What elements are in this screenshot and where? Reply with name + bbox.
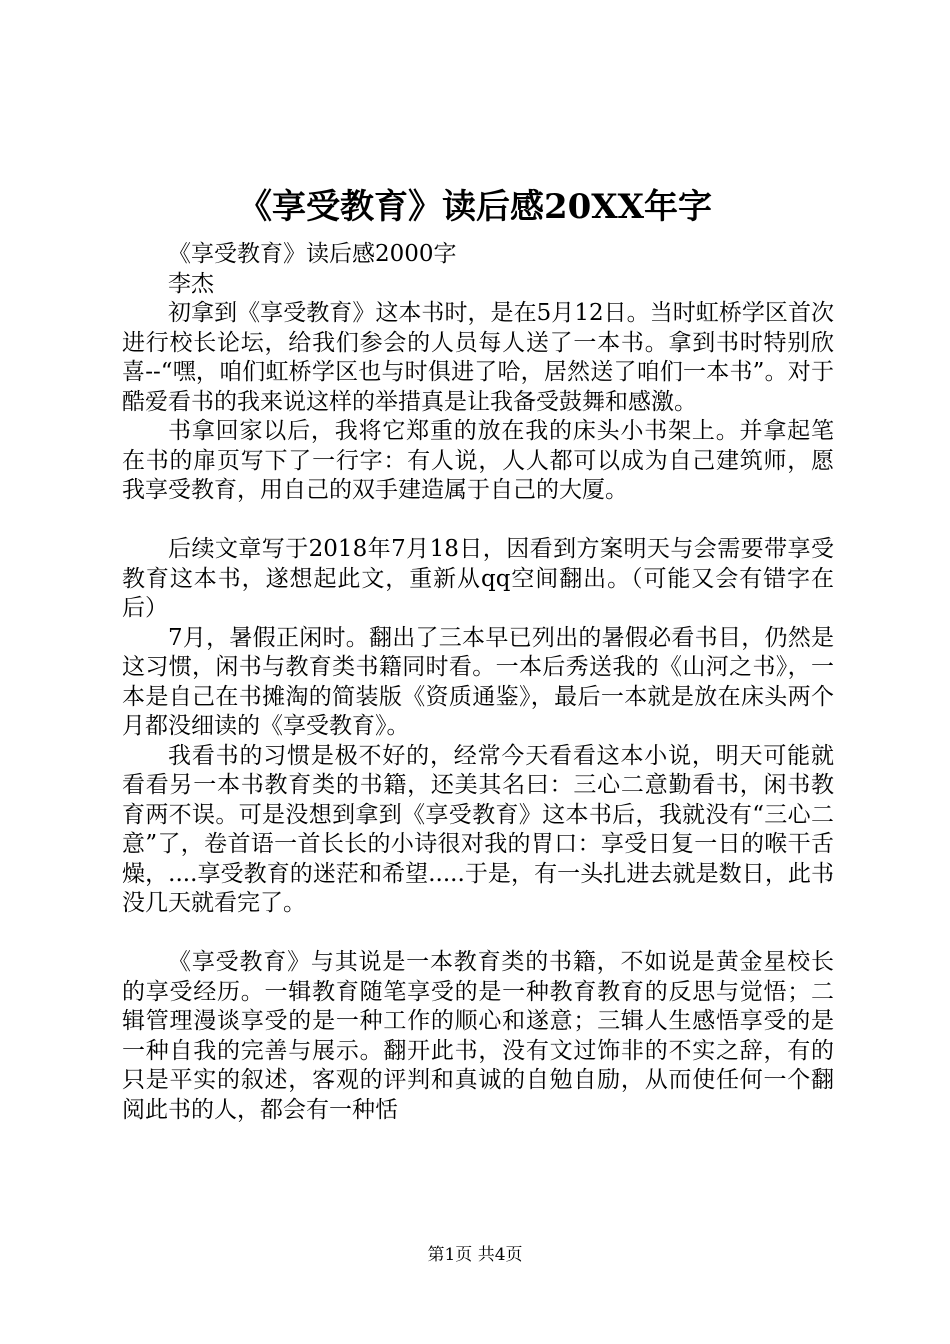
document-body <box>122 240 834 1125</box>
author-line: 李杰 <box>168 270 214 297</box>
paragraph-5: 我看书的习惯是极不好的，经常今天看看这本小说，明天可能就看看另一本书教育类的书籍，还美其名曰：三心二意勤看书，闲书教育两不误。可是没想到拿到《享受教育》这本书后，我就没有“三心二意”了，卷首语一首长长的小诗很对我的胃口：享受日复一日的喉干舌燥，....享受教育的迷茫和希望.....于是，有一头扎进去就是数日，此书没几天就看完了。 <box>122 742 834 916</box>
paragraph-4: 7月，暑假正闲时。翻出了三本早已列出的暑假必看书目，仍然是这习惯，闲书与教育类书籍同时看。一本后秀送我的《山河之书》，一本是自己在书摊淘的简装版《资质通鉴》，最后一本就是放在床头两个月都没细读的《享受教育》。 <box>122 624 834 739</box>
paragraph-1: 初拿到《享受教育》这本书时，是在5月12日。当时虹桥学区首次进行校长论坛，给我们参会的人员每人送了一本书。拿到书时特别欣喜--“嘿，咱们虹桥学区也与时俱进了哈，居然送了咱们一本书”。对于酷爱看书的我来说这样的举措真是让我备受鼓舞和感激。 <box>122 300 834 415</box>
paragraph-3: 后续文章写于2018年7月18日，因看到方案明天与会需要带享受教育这本书，遂想起此文，重新从qq空间翻出。（可能又会有错字在后） <box>122 536 834 621</box>
page-number-footer: 第1页 共4页 <box>427 1245 523 1265</box>
paragraph-6: 《享受教育》与其说是一本教育类的书籍，不如说是黄金星校长的享受经历。一辑教育随笔享受的是一种教育教育的反思与觉悟；二辑管理漫谈享受的是一种工作的顺心和遂意；三辑人生感悟享受的是一种自我的完善与展示。翻开此书，没有文过饰非的不实之辞，有的只是平实的叙述，客观的评判和真诚的自勉自励，从而使任何一个翻阅此书的人，都会有一种恬 <box>122 949 834 1123</box>
subtitle-line: 《享受教育》读后感2000字 <box>168 241 457 267</box>
document-title: 《享受教育》读后感20XX年字 <box>237 187 713 227</box>
paragraph-2: 书拿回家以后，我将它郑重的放在我的床头小书架上。并拿起笔在书的扉页写下了一行字：有人说，人人都可以成为自己建筑师，愿我享受教育，用自己的双手建造属于自己的大厦。 <box>122 418 834 503</box>
